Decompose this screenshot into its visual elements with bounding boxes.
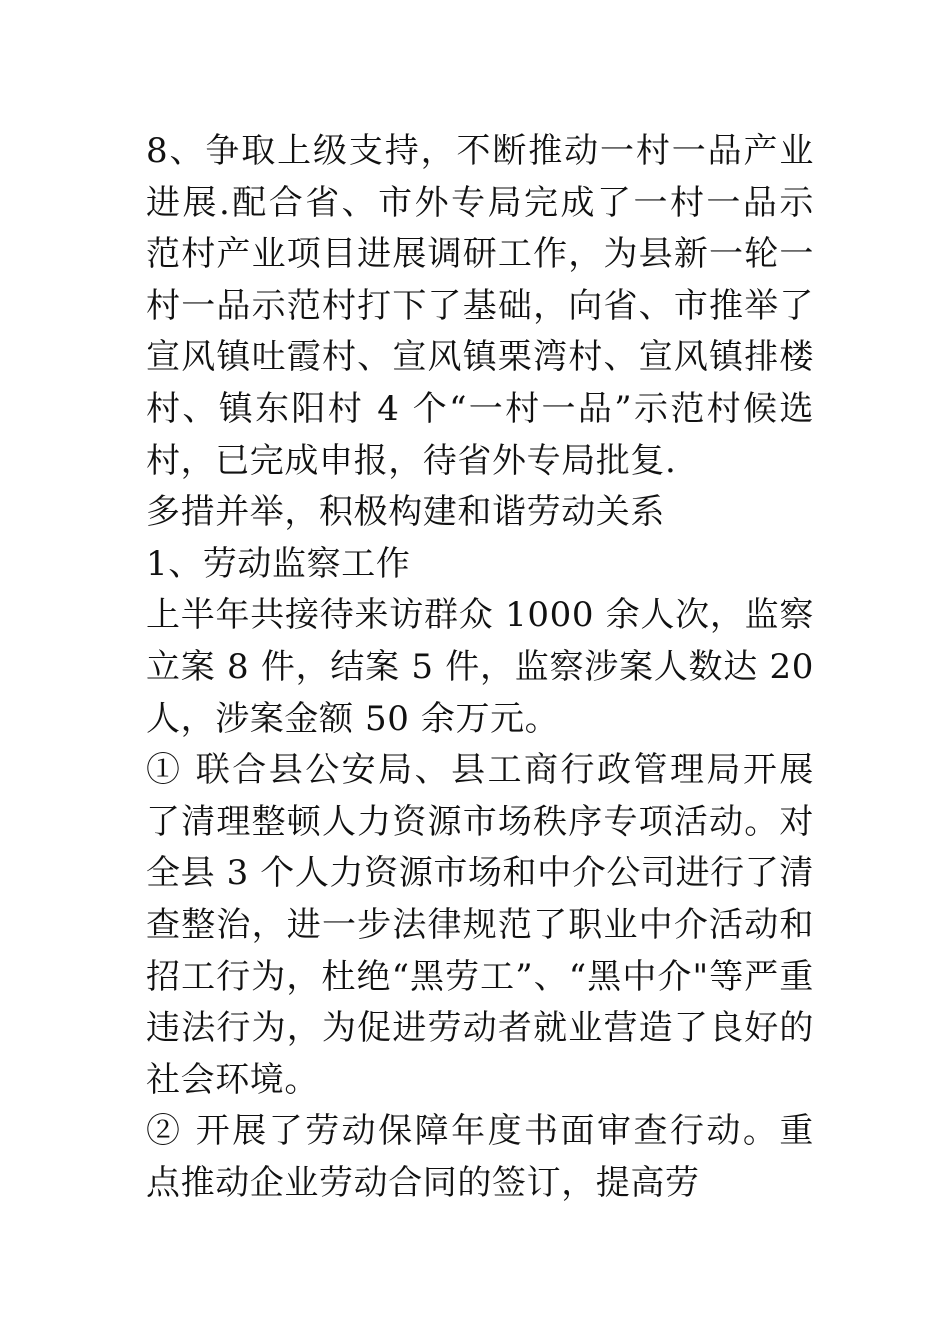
paragraph-annual-review: ② 开展了劳动保障年度书面审查行动。重点推动企业劳动合同的签订，提高劳 [146, 1111, 814, 1203]
subsection-heading-labor-inspection: 1、劳动监察工作 [146, 543, 411, 584]
paragraph-inspection-stats: 上半年共接待来访群众 1000 余人次，监察立案 8 件，结案 5 件，监察涉案人数达 20 人，涉案金额 50 余万元。 [146, 595, 814, 739]
document-body [146, 126, 814, 1209]
paragraph-market-cleanup: ① 联合县公安局、县工商行政管理局开展了清理整顿人力资源市场秩序专项活动。对全县 3 个人力资源市场和中介公司进行了清查整治，进一步法律规范了职业中介活动和招工行为，杜绝“黑劳工”、“黑中介"等严重违法行为，为促进劳动者就业营造了良好的社会环境。 [146, 750, 814, 1100]
section-heading-labor-relations: 多措并举，积极构建和谐劳动关系 [146, 492, 665, 533]
paragraph-village-industry: 8、争取上级支持，不断推动一村一品产业进展.配合省、市外专局完成了一村一品示范村产业项目进展调研工作，为县新一轮一村一品示范村打下了基础，向省、市推举了宣风镇吐霞村、宣风镇栗湾村、宣风镇排楼村、镇东阳村 4 个“一村一品”示范村候选村，已完成申报，待省外专局批复. [146, 131, 814, 481]
